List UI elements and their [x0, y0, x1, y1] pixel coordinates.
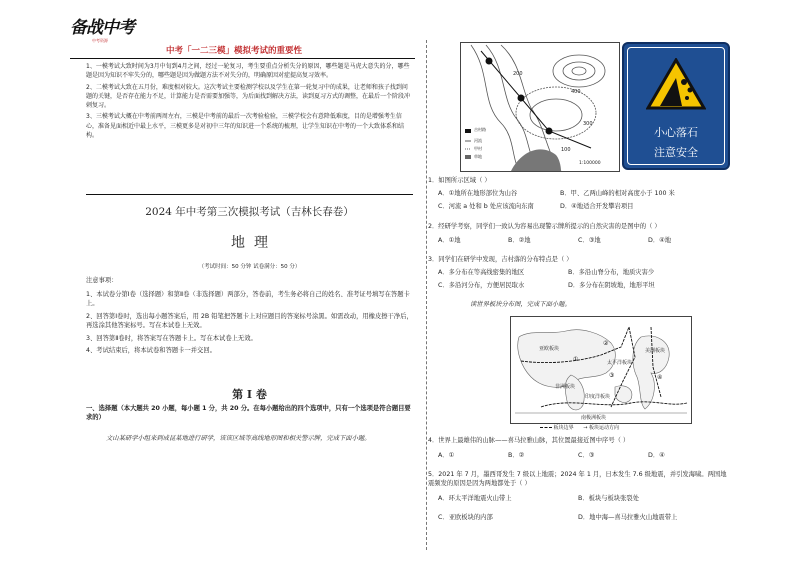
map-contour-label: 200 [513, 71, 523, 77]
exam-subject: 地 理 [231, 235, 268, 251]
question-stem: 5．2021 年 7 月，墨西哥发生 7 级以上地震；2024 年 1 月，日本发生 7.6 级地震，并引发海啸。两国地震频发的原因是因为两地都处于（ ） [428, 471, 727, 488]
option-d[interactable]: D．地中海—喜马拉雅火山地震带上 [578, 513, 678, 521]
question-4 [428, 436, 728, 463]
option-c[interactable]: C．多沿河分布，方便居民取水 [438, 282, 525, 290]
plate-legend-boundary-icon [540, 427, 552, 428]
section-instruction: 一、选择题（本大题共 20 小题，每小题 1 分，共 20 分。在每小题给出的四个选项中，只有一个选项是符合题目要求的） [86, 405, 411, 422]
option-b[interactable]: B．多沿山脊分布，地质灾害少 [568, 269, 655, 277]
intro-paragraph: 2、二模考试大致在五月份，难度相对较大。这次考试主要检测学校以及学生在第一轮复习中的成果，让老师和孩子找到问题的关键，是否存在能力不足，计算能力是否需要加强等，为后面找到解决方法，读到夏习方式的调整，在最后一个阶段冲刺复习。 [86, 83, 411, 110]
svg-text:②: ② [603, 340, 609, 347]
map-legend-item: 草地 [474, 154, 482, 159]
option-b[interactable]: B．板块与板块张裂处 [578, 494, 639, 502]
plate-label: 太平洋板块 [607, 360, 633, 366]
plate-label: 美洲板块 [645, 348, 666, 354]
plate-label: 印度洋板块 [585, 394, 611, 400]
svg-text:④: ④ [657, 374, 663, 381]
brand-logo [70, 18, 140, 44]
option-b[interactable]: B．甲、乙两山峰的相对高度小于 100 米 [560, 190, 675, 198]
option-d[interactable]: D．④ [648, 452, 665, 460]
option-d[interactable]: D．④地 [648, 237, 672, 245]
warning-sign [622, 42, 730, 170]
question-5 [428, 470, 728, 525]
plate-label: 亚欧板块 [539, 346, 560, 352]
sign-line-1: 小心落石 [654, 126, 698, 139]
option-b[interactable]: B．②地 [508, 237, 531, 245]
option-d[interactable]: D．④地适合开发攀岩项目 [560, 203, 634, 211]
plate-legend [540, 424, 619, 431]
contour-map [460, 42, 620, 172]
option-c[interactable]: C．亚欧板块的内部 [438, 513, 493, 521]
contour-map-svg [461, 43, 619, 171]
falling-rocks-icon [646, 58, 706, 110]
option-a[interactable]: A．① [438, 452, 455, 460]
option-a[interactable]: A．多分布在等高线密集的地区 [438, 269, 525, 277]
map-legend-item: 吉村路 [474, 127, 486, 132]
option-a[interactable]: A．①地所在地形部位为山谷 [438, 190, 518, 198]
exam-title: 2024 年中考第三次模拟考试（吉林长春卷） [145, 206, 354, 218]
map-contour-label: 400 [571, 89, 581, 95]
notice-item: 4、考试结束后，将本试卷和答题卡一并交回。 [86, 347, 216, 355]
option-c[interactable]: C．③地 [578, 237, 601, 245]
question-stem: 3．同学们在研学中发现，吉村落的分布特点是（ ） [428, 256, 573, 263]
part-title: 第 Ⅰ 卷 [232, 388, 267, 401]
question-stem: 1．如图所示区域（ ） [428, 177, 491, 184]
question-stem: 2．经研学考察，同学们一致认为容易出现警示牌所提示的自然灾害的是图中的（ ） [428, 223, 661, 230]
question-1 [428, 176, 728, 214]
option-a[interactable]: A．①地 [438, 237, 461, 245]
map-legend-item: 甲村 [474, 146, 482, 151]
binding-line [426, 40, 427, 550]
stem-note: 文山某研学小组来到成昆某地进行研学，该该区域等高线地形图和相关警示牌，完成下面小题。 [106, 435, 371, 442]
top-rule [70, 58, 415, 59]
sign-line-2: 注意安全 [654, 146, 698, 159]
map-contour-label: 100 [561, 147, 571, 153]
question-3 [428, 255, 728, 293]
option-c[interactable]: C．③ [578, 452, 595, 460]
plate-legend-arrow-icon: → [583, 425, 588, 431]
svg-text:③: ③ [609, 372, 615, 379]
exam-meta: （考试时间：50 分钟 试卷满分：50 分） [198, 264, 301, 270]
plate-legend-item: 板块运动方向 [589, 425, 620, 431]
intro-rule [86, 194, 413, 195]
notice-item: 2、回答第Ⅰ卷时，选出每小题答案后，用 2B 铅笔把答题卡上对应题目的答案标号涂黑。如需改动，用橡皮擦干净后，再选涂其他答案标号。写在本试卷上无效。 [86, 312, 413, 330]
plate-label: 南极洲板块 [581, 415, 607, 421]
intro-block [86, 62, 413, 140]
notice-title: 注意事项： [86, 277, 118, 284]
plate-label: 非洲板块 [555, 384, 576, 390]
map-scale: 1:100000 [579, 161, 601, 166]
notice-item: 1、本试卷分第Ⅰ卷（选择题）和第Ⅱ卷（非选择题）两部分，答卷前，考生务必将自己的姓名、准考证号填写在答题卡上。 [86, 291, 410, 308]
svg-text:①: ① [573, 356, 579, 363]
option-b[interactable]: B．② [508, 452, 525, 460]
option-d[interactable]: D．多分布在阴坡地，地形平坦 [568, 282, 655, 290]
map-contour-label: 300 [583, 121, 593, 127]
map-legend-item: 河流 [474, 138, 482, 143]
intro-paragraph: 1、一模考试大致时间为3月中旬到4月之间，经过一轮复习，考生要重点分析失分的原因，哪些题是马虎大意失的分，哪些题是因为知识不牢失分的，哪些题是因为做题方法不对失分的，明确原因对症提高复习效率。 [86, 63, 410, 80]
banner-title: 中考「一二三模」模拟考试的重要性 [166, 46, 303, 56]
question-stem: 4．世界上最雄伟的山脉——喜马拉雅山脉，其位置最接近图中序号（ ） [428, 437, 630, 444]
notice-item: 3、回答第Ⅱ卷时，将答案写在答题卡上。写在本试卷上无效。 [86, 334, 257, 342]
notice-list [86, 290, 413, 356]
option-c[interactable]: C．河流 a 处和 b 处应该流向东南 [438, 203, 534, 211]
option-a[interactable]: A．环太平洋地震火山带上 [438, 494, 512, 502]
plates-stem-note: 读世界板块分布图，完成下面小题。 [470, 301, 571, 308]
plate-legend-item: 板块边界 [553, 425, 574, 431]
question-2 [428, 222, 728, 248]
brand-logo-text: 备战中考 [70, 18, 134, 38]
intro-paragraph: 3、三模考试大概在中考前两周左右，三模是中考前的最后一次考验检验，三模学校会有意降低难度，目的是增强考生信心，准备见面相近中最上水平，三模更多是对初中三年的知识进一个系统的梳理，让学生知识在中考的一个大致体系和结构。 [86, 113, 405, 140]
plate-map [510, 316, 692, 424]
plate-map-svg [511, 317, 691, 423]
brand-logo-sub: 中考资源 [92, 38, 108, 43]
